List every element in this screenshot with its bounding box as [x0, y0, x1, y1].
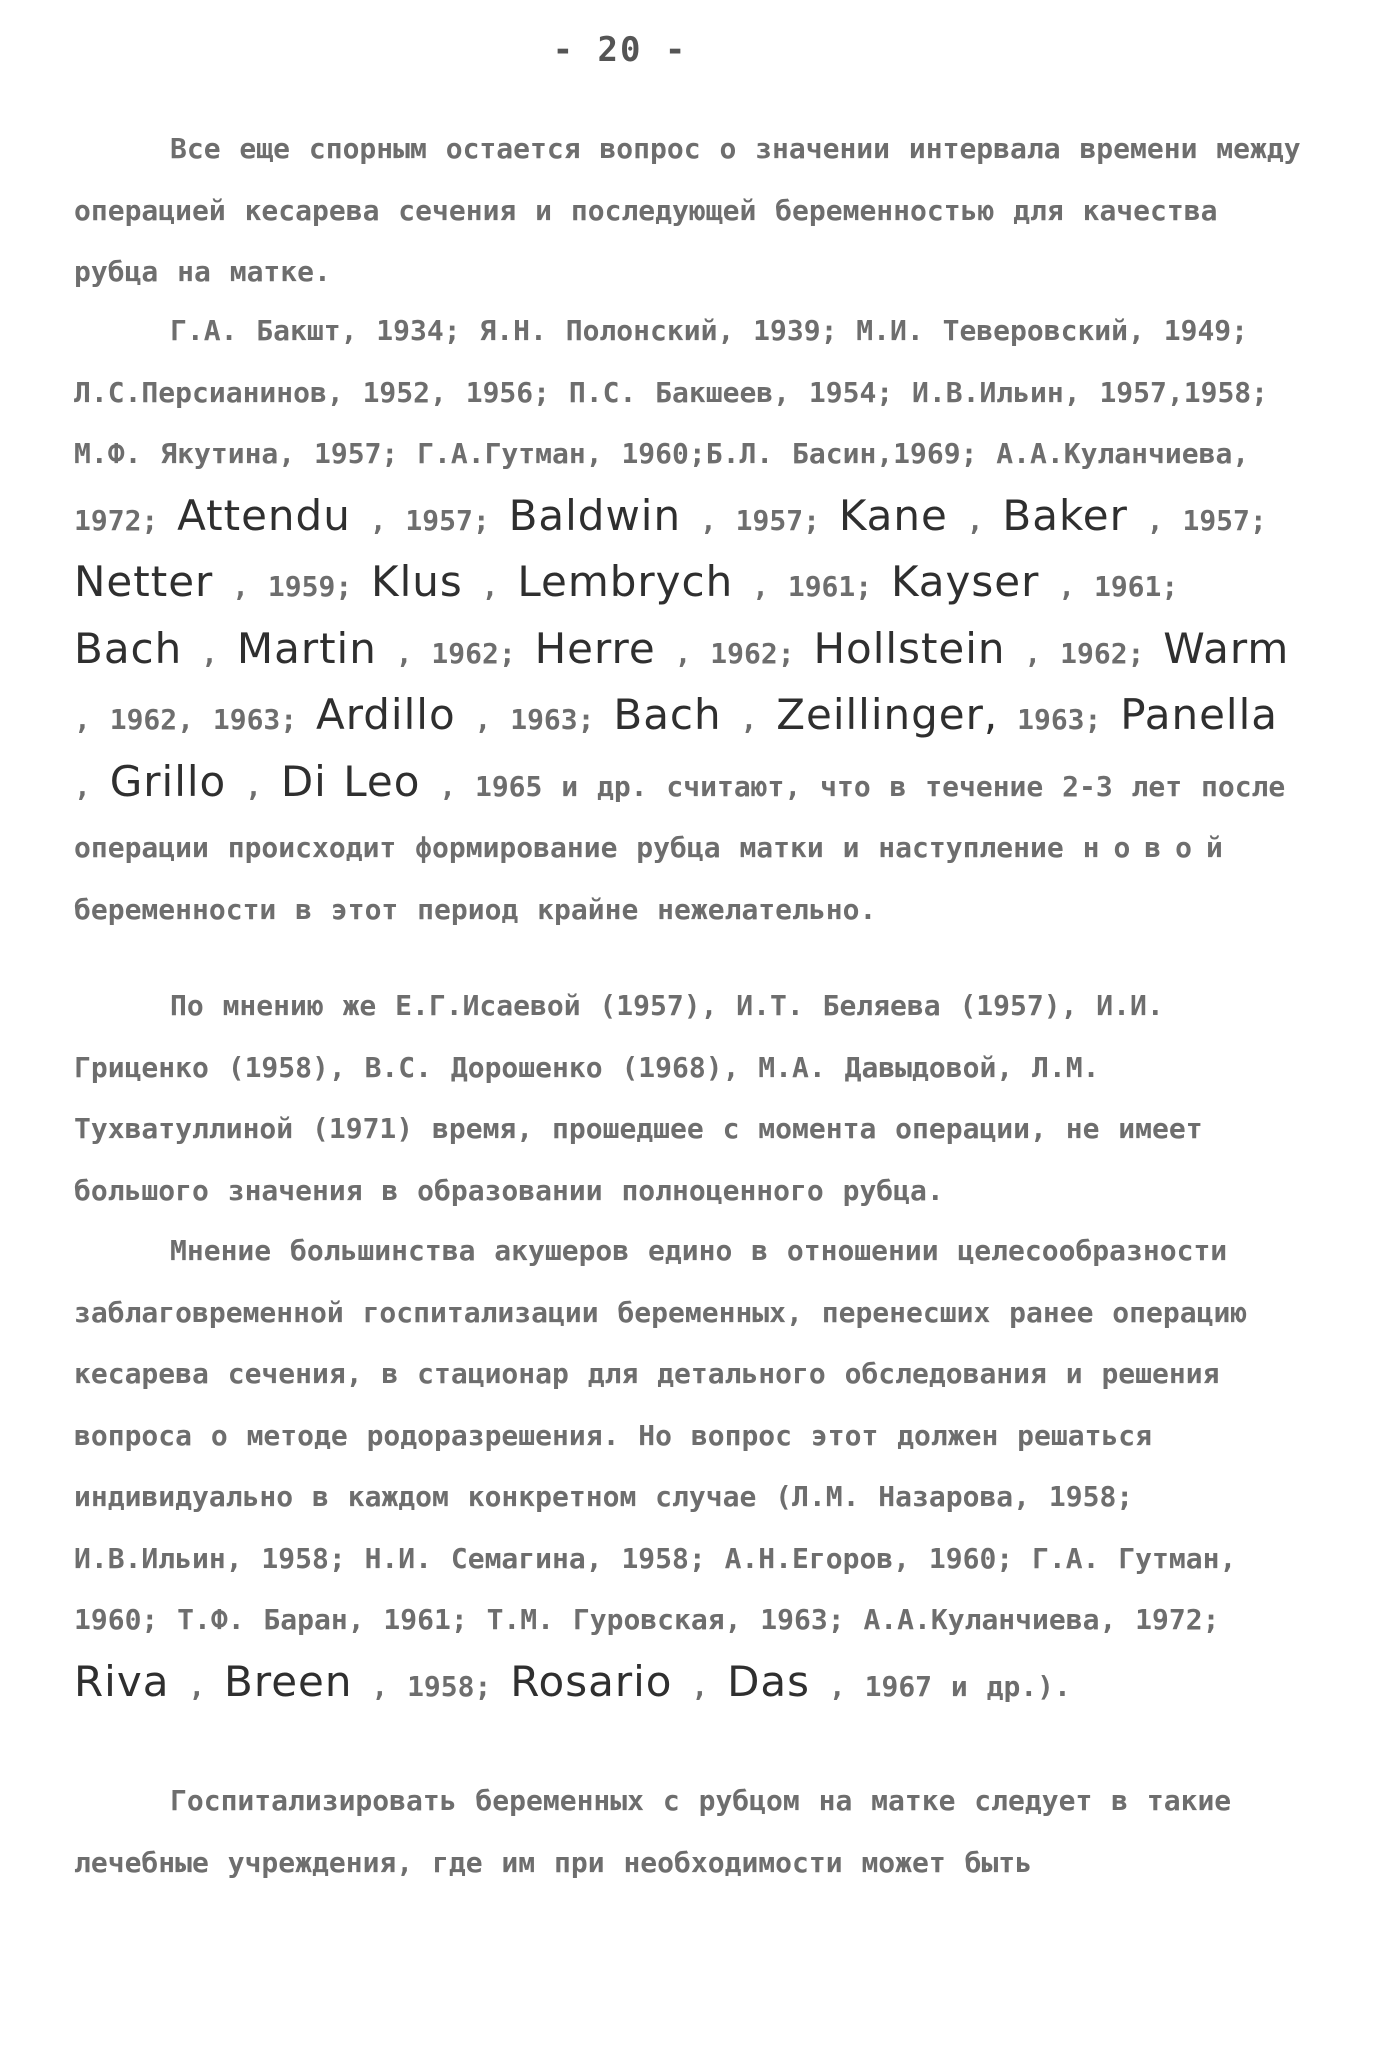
- typed-text: Мнение большинства акушеров едино в отношении целесообразности заблаговременной госпитализации беременных, перенесших ранее операцию кесарева сечения, в стационар для детального обследования и решения вопроса о методе родоразрешения. Но вопрос этот должен решаться индивидуально в каждом конкретном случае (Л.М. Назарова, 1958; И.В.Ильин, 1958; Н.И. Семагина, 1958; А.Н.Егоров, 1960; Г.А. Гутман, 1960; Т.Ф. Баран, 1961; Т.М. Гуровская, 1963; А.А.Куланчиева, 1972;: [74, 1234, 1248, 1636]
- typed-text: , 1962;: [1024, 636, 1145, 670]
- handwritten-name: Bach: [74, 623, 183, 673]
- handwritten-name: Warm: [1163, 623, 1290, 673]
- paragraph-hospitalize-where: Госпитализировать беременных с рубцом на матке следует в такие лечебные учреждения, где им при необходимости может быть: [74, 1784, 1232, 1879]
- handwritten-name: Attendu: [177, 490, 351, 540]
- typed-text: , 1957;: [1146, 503, 1267, 537]
- handwritten-name: Netter: [74, 557, 214, 606]
- typed-text: , 1967 и др.).: [828, 1669, 1071, 1703]
- typed-text: ,: [481, 570, 499, 603]
- handwritten-name: Hollstein: [813, 623, 1006, 673]
- typed-text: , 1957;: [369, 503, 490, 537]
- typed-text: ,: [966, 503, 984, 537]
- handwritten-name: Lembrych: [517, 557, 734, 606]
- spaced-emphasis-word: новой: [1082, 831, 1237, 864]
- handwritten-name: Martin: [236, 623, 377, 673]
- handwritten-name: Zeillinger,: [776, 690, 999, 739]
- typed-text: , 1961;: [1058, 570, 1179, 603]
- typed-text: , 1963;: [474, 703, 595, 736]
- typed-text: , 1962;: [395, 636, 516, 670]
- typed-text: ,: [188, 1669, 206, 1703]
- handwritten-name: Kane: [838, 490, 948, 540]
- typed-text: , 1959;: [232, 570, 353, 603]
- paragraph-authors-2-3-years: [74, 300, 1304, 940]
- paragraph-interval-question: Все еще спорным остается вопрос о значении интервала времени между операцией кесарева сечения и последующей беременностью для качества рубца на матке.: [74, 132, 1301, 288]
- typed-text: , 1962;: [674, 636, 795, 670]
- handwritten-name: Klus: [371, 557, 463, 606]
- handwritten-name: Das: [727, 1656, 811, 1706]
- handwritten-name: Rosario: [510, 1656, 673, 1706]
- handwritten-name: Di Leo: [280, 756, 421, 806]
- typed-text: ,: [74, 769, 91, 803]
- handwritten-name: Ardillo: [316, 690, 456, 739]
- typed-text: ,: [691, 1669, 709, 1703]
- typed-text: ,: [201, 636, 218, 670]
- typed-text: Г.А. Бакшт, 1934; Я.Н. Полонский, 1939; М.И. Теверовский, 1949; Л.С.Персианинов, 1952, 1956; П.С. Бакшеев, 1954; И.В.Ильин, 1957,1958; М.Ф. Якутина, 1957; Г.А.Гутман, 1960;Б.Л. Басин,1969; А.А.Куланчиева, 1972;: [74, 314, 1269, 537]
- handwritten-name: Riva: [74, 1656, 170, 1706]
- typed-text: , 1962, 1963;: [74, 703, 298, 736]
- handwritten-name: Bach: [613, 690, 722, 739]
- typed-text: , 1957;: [699, 503, 820, 537]
- page-number: - 20 -: [552, 30, 688, 70]
- handwritten-name: Grillo: [109, 756, 227, 806]
- typed-text: , 1958;: [371, 1669, 492, 1703]
- typed-text: 1963;: [1017, 703, 1102, 736]
- handwritten-name: Herre: [534, 623, 656, 673]
- handwritten-name: Panella: [1120, 690, 1278, 739]
- paragraph-hospitalization-consensus: [74, 1220, 1304, 1717]
- handwritten-name: Baker: [1002, 490, 1128, 540]
- typed-text: , 1961;: [752, 570, 873, 603]
- typed-text: ,: [740, 703, 758, 736]
- handwritten-name: Kayser: [891, 557, 1040, 606]
- typed-text: , 1965 и др. считают, что в течение 2-3 лет после операции происходит формирование рубца матки и наступление: [74, 769, 1286, 864]
- handwritten-name: Breen: [224, 1656, 353, 1706]
- handwritten-name: Baldwin: [508, 490, 682, 540]
- paragraph-opposing-view: По мнению же Е.Г.Исаевой (1957), И.Т. Беляева (1957), И.И. Гриценко (1958), В.С. Дорошенко (1968), М.А. Давыдовой, Л.М. Тухватуллиной (1971) время, прошедшее с момента операции, не имеет большого значения в образовании полноценного рубца.: [74, 989, 1203, 1207]
- typed-text: беременности в этот период крайне нежелательно.: [74, 892, 877, 926]
- typed-text: ,: [245, 769, 262, 803]
